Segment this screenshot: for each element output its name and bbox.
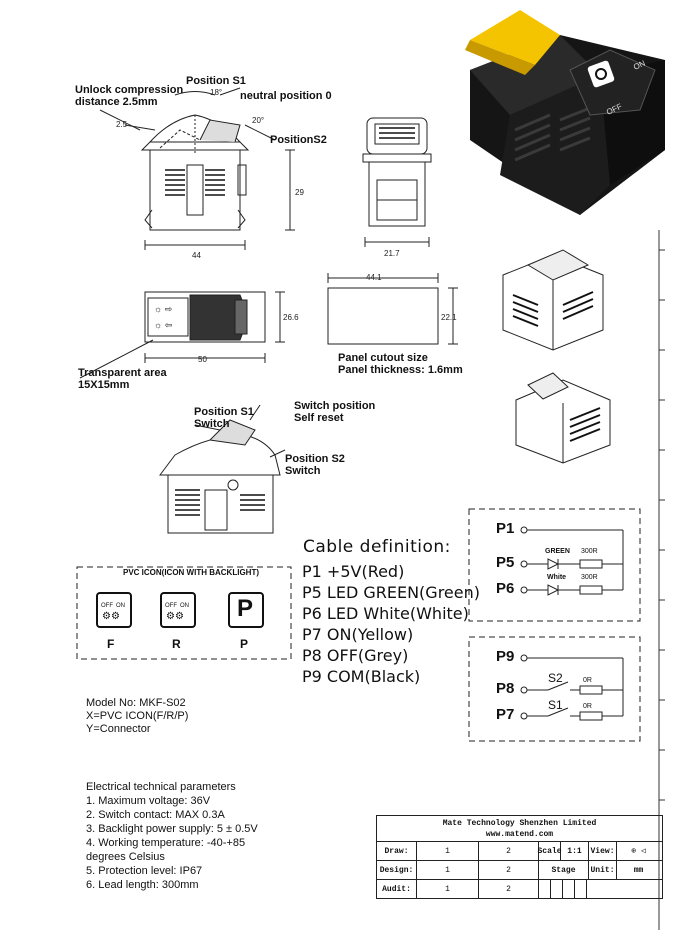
dim-2-5-label: 2.5 <box>116 120 128 129</box>
model-info <box>86 697 188 736</box>
audit-value-1: 1 <box>417 880 479 898</box>
wiring-box-switch <box>468 636 643 744</box>
svg-text:☼ ⇦: ☼ ⇦ <box>154 320 173 330</box>
electrical-line-1: 1. Maximum voltage: 36V <box>86 795 211 807</box>
design-value-1: 1 <box>417 861 479 879</box>
view-label: View: <box>589 842 617 860</box>
svg-text:OFF: OFF <box>605 101 624 117</box>
unit-value: mm <box>633 865 644 875</box>
design-value-2: 2 <box>479 861 539 879</box>
unit-label: Unit: <box>589 861 617 879</box>
audit-value-2: 2 <box>479 880 539 898</box>
cable-definition-list <box>302 561 480 687</box>
dim-44-label: 44 <box>192 251 201 260</box>
resistor-2-label: 300R <box>581 574 598 581</box>
electrical-line-6: 5. Protection level: IP67 <box>86 865 203 877</box>
cable-line-p7: P7 ON(Yellow) <box>302 625 414 644</box>
parking-icon: P <box>237 595 254 622</box>
electrical-line-3: 3. Backlight power supply: 5 ± 0.5V <box>86 823 258 835</box>
dim-26-6-label: 26.6 <box>283 313 299 322</box>
scale-label: Scale <box>539 842 561 860</box>
electrical-line-7: 6. Lead length: 300mm <box>86 879 199 891</box>
design-label: Design: <box>377 861 417 879</box>
model-x-definition: X=PVC ICON(F/R/P) <box>86 710 189 722</box>
audit-cell-c <box>563 880 575 898</box>
electrical-line-4: 4. Working temperature: -40-+85 <box>86 837 246 849</box>
title-block-row-draw <box>377 842 662 861</box>
pin-p6-label: P6 <box>496 580 515 597</box>
dim-29-label: 29 <box>295 188 304 197</box>
cable-line-p8: P8 OFF(Grey) <box>302 646 409 665</box>
electrical-parameters <box>86 780 258 892</box>
product-photo <box>440 0 665 230</box>
company-website: www.matend.com <box>485 830 554 839</box>
title-block <box>376 815 663 899</box>
title-block-row-audit <box>377 880 662 898</box>
audit-cell-a <box>539 880 551 898</box>
neutral-position-label: neutral position 0 <box>240 90 332 102</box>
title-block-row-design <box>377 861 662 880</box>
panel-cutout-label: Panel cutout size Panel thickness: 1.6mm <box>338 352 463 376</box>
wiring-box-led <box>468 508 643 623</box>
audit-cell-b <box>551 880 563 898</box>
pin-p5-label: P5 <box>496 554 515 571</box>
led-green-label: GREEN <box>545 548 570 555</box>
transparent-area-label: Transparent area 15X15mm <box>78 367 167 391</box>
angle-20-label: 20° <box>252 116 265 125</box>
icon-letter-r: R <box>172 637 181 651</box>
pin-p9-label: P9 <box>496 648 515 665</box>
cable-line-p6: P6 LED White(White) <box>302 604 469 623</box>
top-view-drawing <box>140 280 300 375</box>
dim-21-7-label: 21.7 <box>384 249 400 258</box>
electrical-line-5: degrees Celsius <box>86 851 165 863</box>
model-y-definition: Y=Connector <box>86 723 151 735</box>
pvc-icon-f <box>96 592 132 628</box>
pin-p1-label: P1 <box>496 520 515 537</box>
switch-s2-label: S2 <box>548 671 563 685</box>
scale-value: 1:1 <box>561 842 589 860</box>
on-icon-label: ON <box>180 603 189 609</box>
resistor-0r-2-label: 0R <box>583 703 592 710</box>
position-s1-switch-label: Position S1 Switch <box>194 406 254 430</box>
on-icon-label: ON <box>116 603 125 609</box>
audit-cell-e <box>587 880 658 898</box>
off-icon-label: OFF <box>101 603 113 609</box>
audit-label: Audit: <box>377 880 417 898</box>
title-block-header <box>377 816 662 842</box>
off-icon-label: OFF <box>165 603 177 609</box>
front-view-drawing <box>355 110 440 265</box>
icon-letter-p: P <box>240 637 249 651</box>
gear-icon: ⚙⚙ <box>102 611 120 622</box>
resistor-1-label: 300R <box>581 548 598 555</box>
unlock-distance-label: Unlock compression distance 2.5mm <box>75 84 184 108</box>
icon-letter-f: F <box>107 637 115 651</box>
position-s1-label: Position S1 <box>186 75 246 87</box>
cable-line-p9: P9 COM(Black) <box>302 667 421 686</box>
svg-text:ON: ON <box>632 58 647 72</box>
dim-44-1-label: 44.1 <box>366 273 382 282</box>
draw-value-1: 1 <box>417 842 479 860</box>
pvc-icon-p <box>228 592 264 628</box>
iso-drawing-2 <box>508 365 618 465</box>
iso-drawing-1 <box>493 240 613 355</box>
svg-text:☼ ⇨: ☼ ⇨ <box>154 304 173 314</box>
model-number: Model No: MKF-S02 <box>86 697 186 709</box>
position-s2-label: PositionS2 <box>270 134 327 146</box>
transparent-leader-line <box>78 335 158 380</box>
dim-50-label: 50 <box>198 355 207 364</box>
audit-cell-d <box>575 880 587 898</box>
cable-line-p1: P1 +5V(Red) <box>302 562 405 581</box>
pvc-icon-r <box>160 592 196 628</box>
cable-line-p5: P5 LED GREEN(Green) <box>302 583 480 602</box>
stage-label: Stage <box>539 861 589 879</box>
company-name: Mate Technology Shenzhen Limited <box>442 819 597 828</box>
position-s2-switch-label: Position S2 Switch <box>285 453 345 477</box>
angle-18-label: 18° <box>210 88 223 97</box>
pin-p7-label: P7 <box>496 706 515 723</box>
led-white-label: White <box>547 574 567 581</box>
projection-symbol-icon: ⊕ ◁ <box>631 847 646 856</box>
cable-definition-title: Cable definition: <box>303 537 451 557</box>
gear-icon: ⚙⚙ <box>166 611 184 622</box>
pin-p8-label: P8 <box>496 680 515 697</box>
switch-s1-label: S1 <box>548 698 563 712</box>
draw-label: Draw: <box>377 842 417 860</box>
dim-22-1-label: 22.1 <box>441 313 457 322</box>
pvc-icon-title: PVC ICON(ICON WITH BACKLIGHT) <box>120 568 262 577</box>
electrical-title: Electrical technical parameters <box>86 781 236 793</box>
resistor-0r-1-label: 0R <box>583 677 592 684</box>
electrical-line-2: 2. Switch contact: MAX 0.3A <box>86 809 225 821</box>
draw-value-2: 2 <box>479 842 539 860</box>
switch-self-reset-label: Switch position Self reset <box>294 400 376 424</box>
panel-cutout-drawing <box>318 270 468 350</box>
